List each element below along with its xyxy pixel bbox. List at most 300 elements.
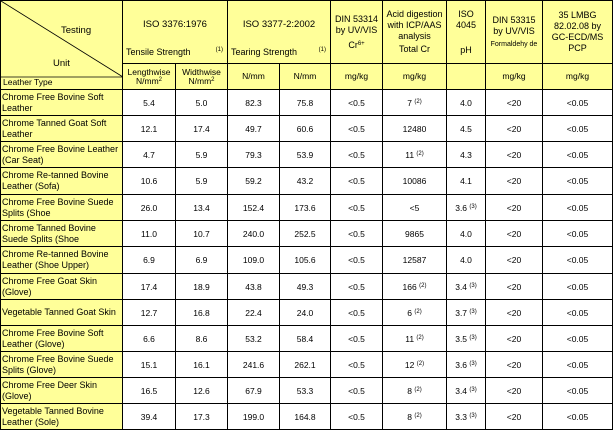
pcp-cell	[543, 168, 613, 195]
din53314-title: DIN 53314 by UV/VIS	[334, 13, 379, 35]
formaldehyde-cell	[486, 116, 543, 142]
ph-cell-value: 3.5	[455, 333, 468, 344]
leather-type-cell-value: Chrome Free Deer Skin (Glove)	[2, 379, 98, 401]
total-cr-cell-value: 12587	[402, 255, 427, 265]
tearing-widthwise-cell	[280, 352, 331, 378]
pcp-cell	[543, 378, 613, 404]
tearing-lengthwise-cell	[228, 90, 280, 116]
tensile-lengthwise-cell-value: 15.1	[140, 359, 158, 370]
unit-cr6: mg/kg	[331, 64, 383, 90]
ph-cell-value: 3.6	[455, 202, 468, 213]
ph-cell-value: 4.3	[460, 149, 472, 160]
tearing-widthwise-cell-value: 49.3	[296, 281, 314, 292]
cr6-cell-value: <0.5	[348, 202, 365, 213]
leather-type-cell-value: Chrome Free Bovine Leather (Car Seat)	[2, 143, 119, 165]
footnote-marker: (3)	[469, 203, 477, 210]
ph-cell-value: 4.5	[460, 123, 472, 134]
pcp-cell-value: <0.05	[566, 97, 589, 108]
tearing-widthwise-cell-value: 60.6	[296, 123, 314, 134]
total-cr-cell-value: 6	[407, 307, 412, 318]
tensile-lengthwise-cell	[123, 247, 176, 274]
tearing-lengthwise-cell	[228, 195, 280, 221]
tensile-lengthwise-cell-value: 10.6	[140, 176, 158, 186]
leather-type-cell-value: Chrome Free Goat Skin (Glove)	[2, 275, 98, 297]
formaldehyde-cell-value: <20	[506, 307, 522, 318]
pcp-cell-value: <0.05	[566, 123, 589, 134]
ph-cell	[447, 195, 486, 221]
unit-total-cr: mg/kg	[383, 64, 447, 90]
total-cr-cell	[383, 195, 447, 221]
formaldehyde-cell-value: <20	[506, 123, 522, 134]
ph-cell-value: 3.4	[455, 385, 468, 396]
tensile-widthwise-cell	[176, 404, 228, 430]
cr6-cell-value: <0.5	[348, 255, 365, 265]
cr6-cell-value: <0.5	[348, 281, 365, 292]
ph-cell	[447, 168, 486, 195]
tearing-lengthwise-cell	[228, 274, 280, 300]
tensile-widthwise-cell	[176, 142, 228, 168]
pcp-cell-value: <0.05	[566, 333, 589, 344]
formaldehyde-cell	[486, 300, 543, 326]
ph-cell-value: 4.0	[460, 228, 472, 239]
total-cr-cell-value: 12480	[402, 123, 427, 134]
corner-unit: Unit	[53, 58, 70, 69]
pcp-cell	[543, 326, 613, 352]
footnote-marker: (3)	[469, 386, 477, 393]
cr6-cell	[331, 326, 383, 352]
pcp-cell	[543, 404, 613, 430]
tearing-lengthwise-cell-value: 67.9	[245, 385, 262, 396]
unit-ph	[447, 64, 486, 90]
unit-tear-widthwise: N/mm	[280, 64, 331, 90]
pcp-cell-value: <0.05	[566, 281, 589, 292]
footnote-marker: (3)	[469, 360, 477, 367]
total-cr-cell	[383, 247, 447, 274]
formaldehyde-cell-value: <20	[506, 228, 522, 239]
tensile-lengthwise-cell	[123, 116, 176, 142]
ph-cell	[447, 404, 486, 430]
unit-tear-lengthwise: N/mm	[228, 64, 280, 90]
cr6-cell-value: <0.5	[348, 97, 365, 108]
leather-type-cell	[1, 90, 123, 116]
pcp-cell-value: <0.05	[566, 202, 589, 213]
iso4045-title: ISO 4045	[455, 8, 477, 30]
corner-testing: Testing	[61, 25, 92, 36]
tearing-widthwise-cell	[280, 274, 331, 300]
tearing-widthwise-cell-value: 75.8	[296, 97, 314, 108]
table-row	[1, 142, 613, 168]
leather-type-cell	[1, 404, 123, 430]
pcp-cell	[543, 142, 613, 168]
pcp-cell	[543, 195, 613, 221]
tearing-widthwise-cell	[280, 300, 331, 326]
corner-leather-type: Leather Type	[3, 77, 53, 87]
cr6-cell	[331, 195, 383, 221]
leather-type-cell	[1, 274, 123, 300]
pcp-cell	[543, 274, 613, 300]
cr6-cell	[331, 352, 383, 378]
tearing-lengthwise-cell	[228, 168, 280, 195]
tearing-widthwise-cell	[280, 90, 331, 116]
unit-pcp: mg/kg	[543, 64, 613, 90]
total-cr-cell	[383, 116, 447, 142]
footnote-marker: (2)	[414, 386, 422, 393]
cr6-cell-value: <0.5	[348, 411, 365, 422]
cr6-cell-value: <0.5	[348, 149, 365, 160]
tensile-lengthwise-cell	[123, 352, 176, 378]
leather-type-cell-value: Chrome Free Bovine Suede Splits (Glove)	[2, 353, 114, 375]
tensile-widthwise-cell	[176, 116, 228, 142]
total-cr-cell	[383, 404, 447, 430]
total-cr-cell-value: 12	[404, 359, 415, 370]
tensile-widthwise-cell-value: 17.3	[193, 411, 210, 422]
ph-cell	[447, 90, 486, 116]
cr6-cell-value: <0.5	[348, 123, 365, 134]
tensile-widthwise-cell	[176, 168, 228, 195]
acid-title: Acid digestion with ICP/AAS analysis	[386, 9, 443, 41]
total-cr-cell	[383, 326, 447, 352]
tearing-widthwise-cell	[280, 195, 331, 221]
iso3377-subtitle: Tearing Strength	[231, 47, 298, 57]
tensile-widthwise-cell	[176, 300, 228, 326]
leather-type-cell	[1, 221, 123, 247]
pcp-cell-value: <0.05	[566, 385, 589, 396]
cr6-cell-value: <0.5	[348, 385, 365, 396]
leather-type-cell	[1, 168, 123, 195]
pcp-cell-value: <0.05	[566, 359, 589, 370]
tensile-lengthwise-cell	[123, 90, 176, 116]
tearing-widthwise-cell-value: 24.0	[296, 307, 314, 318]
leather-type-cell-value: Chrome Free Bovine Soft Leather (Glove)	[2, 327, 104, 349]
table-row	[1, 300, 613, 326]
cr6-cell	[331, 221, 383, 247]
leather-type-cell	[1, 195, 123, 221]
tensile-lengthwise-cell	[123, 274, 176, 300]
ph-cell-value: 4.1	[460, 176, 472, 186]
tearing-lengthwise-cell	[228, 352, 280, 378]
pcp-cell	[543, 352, 613, 378]
footnote-marker: (2)	[416, 150, 424, 157]
tensile-widthwise-cell-value: 18.9	[193, 281, 210, 292]
ph-cell	[447, 116, 486, 142]
formaldehyde-cell-value: <20	[506, 333, 522, 344]
tearing-widthwise-cell-value: 43.2	[296, 176, 314, 186]
tensile-lengthwise-cell-value: 6.6	[143, 333, 155, 344]
total-cr-cell	[383, 90, 447, 116]
leather-type-cell-value: Chrome Tanned Goat Soft Leather	[2, 117, 107, 139]
tensile-widthwise-cell-value: 5.9	[195, 149, 208, 160]
formaldehyde-cell-value: <20	[506, 176, 522, 186]
tensile-widthwise-cell	[176, 274, 228, 300]
total-cr-cell-value: 8	[407, 411, 412, 422]
total-cr-cell-value: 10086	[402, 176, 427, 186]
cr6-cell-value: <0.5	[348, 228, 365, 239]
table-row	[1, 326, 613, 352]
tearing-lengthwise-cell	[228, 247, 280, 274]
tensile-lengthwise-cell	[123, 404, 176, 430]
formaldehyde-cell-value: <20	[506, 149, 522, 160]
tensile-widthwise-cell-value: 12.6	[193, 385, 210, 396]
tearing-widthwise-cell-value: 173.6	[294, 202, 316, 213]
pcp-cell-value: <0.05	[566, 149, 589, 160]
iso3376-header	[123, 1, 228, 64]
lmbg-title: 35 LMBG 82.02.08 by GC-ECD/MS	[551, 10, 604, 42]
tearing-widthwise-cell	[280, 168, 331, 195]
formaldehyde-cell	[486, 247, 543, 274]
tearing-widthwise-cell	[280, 142, 331, 168]
formaldehyde-cell	[486, 142, 543, 168]
leather-type-cell	[1, 142, 123, 168]
tensile-lengthwise-cell-value: 6.9	[143, 255, 155, 265]
tearing-lengthwise-cell-value: 43.8	[245, 281, 262, 292]
tearing-widthwise-cell-value: 252.5	[294, 228, 316, 239]
pcp-cell	[543, 221, 613, 247]
footnote-marker: (2)	[414, 308, 422, 315]
tearing-widthwise-cell	[280, 378, 331, 404]
tearing-lengthwise-cell	[228, 221, 280, 247]
acid-param: Total Cr	[398, 44, 430, 54]
din53314-param: $Cr^{6+}$	[348, 39, 365, 50]
ph-cell	[447, 326, 486, 352]
tensile-widthwise-cell	[176, 326, 228, 352]
formaldehyde-cell	[486, 352, 543, 378]
iso3376-title: ISO 3376:1976	[143, 19, 207, 30]
cr6-cell-value: <0.5	[348, 333, 365, 344]
leather-type-cell	[1, 352, 123, 378]
tensile-lengthwise-cell-value: 17.4	[140, 281, 158, 292]
cr6-cell	[331, 168, 383, 195]
iso4045-param: pH	[460, 44, 472, 55]
total-cr-cell	[383, 168, 447, 195]
table-row	[1, 404, 613, 430]
tearing-lengthwise-cell-value: 152.4	[242, 202, 265, 213]
leather-type-cell-value: Chrome Re-tanned Bovine Leather (Sofa)	[2, 170, 109, 191]
tensile-lengthwise-cell-value: 5.4	[143, 97, 155, 108]
tensile-lengthwise-cell-value: 16.5	[140, 385, 158, 396]
unit-formaldehyde: mg/kg	[486, 64, 543, 90]
leather-type-cell	[1, 300, 123, 326]
pcp-cell-value: <0.05	[566, 307, 589, 318]
cr6-cell	[331, 300, 383, 326]
tensile-widthwise-cell	[176, 352, 228, 378]
table-row	[1, 274, 613, 300]
tensile-lengthwise-cell	[123, 195, 176, 221]
leather-type-cell-value: Chrome Re-tanned Bovine Leather (Shoe Upper)	[2, 249, 109, 270]
tensile-widthwise-cell-value: 16.1	[193, 359, 210, 370]
tearing-lengthwise-cell-value: 53.2	[245, 333, 262, 344]
tensile-lengthwise-cell	[123, 378, 176, 404]
formaldehyde-cell	[486, 404, 543, 430]
formaldehyde-cell-value: <20	[506, 281, 522, 292]
cr6-cell	[331, 378, 383, 404]
lmbg-header	[543, 1, 613, 64]
tearing-lengthwise-cell	[228, 378, 280, 404]
header-row-methods	[1, 1, 613, 64]
total-cr-cell-value: <5	[409, 202, 420, 213]
ph-cell-value: 4.0	[460, 255, 472, 265]
tearing-widthwise-cell	[280, 247, 331, 274]
total-cr-cell	[383, 352, 447, 378]
leather-type-cell-value: Vegetable Tanned Goat Skin	[2, 307, 116, 317]
tensile-widthwise-cell-value: 16.8	[193, 307, 210, 318]
tensile-widthwise-cell-value: 13.4	[193, 202, 210, 213]
cr6-cell	[331, 247, 383, 274]
footnote-marker: (3)	[469, 282, 477, 289]
formaldehyde-cell	[486, 274, 543, 300]
tearing-lengthwise-cell	[228, 116, 280, 142]
tearing-lengthwise-cell-value: 109.0	[242, 255, 265, 265]
footnote-marker: (3)	[469, 334, 477, 341]
cr6-cell-value: <0.5	[348, 176, 365, 186]
tearing-widthwise-cell	[280, 221, 331, 247]
formaldehyde-cell	[486, 378, 543, 404]
table-row	[1, 116, 613, 142]
ph-cell	[447, 221, 486, 247]
formaldehyde-cell-value: <20	[506, 202, 522, 213]
iso3377-header	[228, 1, 331, 64]
footnote-marker: (2)	[419, 282, 427, 289]
ph-cell-value: 3.4	[455, 281, 468, 292]
pcp-cell-value: <0.05	[566, 411, 589, 422]
total-cr-cell-value: 9865	[405, 228, 424, 239]
leather-type-cell-value: Chrome Free Bovine Soft Leather	[2, 91, 104, 113]
pcp-cell	[543, 247, 613, 274]
tearing-widthwise-cell	[280, 326, 331, 352]
total-cr-cell-value: 11	[405, 333, 415, 344]
ph-cell	[447, 274, 486, 300]
formaldehyde-cell-value: <20	[506, 97, 522, 108]
formaldehyde-cell	[486, 90, 543, 116]
leather-type-cell	[1, 116, 123, 142]
tearing-lengthwise-cell	[228, 326, 280, 352]
cr6-cell	[331, 90, 383, 116]
iso3376-note: (1)	[215, 47, 223, 53]
cr6-cell	[331, 274, 383, 300]
tensile-widthwise-cell	[176, 247, 228, 274]
pcp-cell-value: <0.05	[566, 255, 589, 265]
tensile-lengthwise-cell-value: 11.0	[141, 228, 157, 239]
footnote-marker: (2)	[414, 98, 422, 105]
tensile-widthwise-cell-value: 5.9	[195, 176, 208, 186]
iso4045-header	[447, 1, 486, 64]
iso3377-note: (1)	[318, 47, 326, 53]
corner-cell	[1, 1, 123, 90]
tensile-widthwise-cell	[176, 195, 228, 221]
tensile-widthwise-cell-value: 10.7	[193, 228, 210, 239]
footnote-marker: (2)	[414, 412, 422, 419]
tensile-lengthwise-cell-value: 26.0	[140, 202, 158, 213]
tensile-widthwise-cell	[176, 90, 228, 116]
tearing-lengthwise-cell-value: 240.0	[242, 228, 265, 239]
tensile-lengthwise-cell	[123, 300, 176, 326]
pcp-cell-value: <0.05	[566, 176, 589, 186]
total-cr-cell-value: 7	[407, 97, 412, 108]
tearing-widthwise-cell	[280, 404, 331, 430]
din53315-header	[486, 1, 543, 64]
acid-header	[383, 1, 447, 64]
tensile-widthwise-cell	[176, 221, 228, 247]
tensile-lengthwise-cell	[123, 221, 176, 247]
total-cr-cell-value: 11	[405, 149, 415, 160]
table-row	[1, 90, 613, 116]
table-row	[1, 378, 613, 404]
table-row	[1, 352, 613, 378]
ph-cell-value: 3.3	[455, 411, 468, 422]
tensile-widthwise-cell-value: 6.9	[195, 255, 208, 265]
formaldehyde-cell-value: <20	[506, 359, 522, 370]
lmbg-param: PCP	[568, 43, 587, 53]
table-row	[1, 195, 613, 221]
tensile-lengthwise-cell-value: 4.7	[143, 149, 155, 160]
ph-cell	[447, 378, 486, 404]
din53315-title: DIN 53315 by UV/VIS	[492, 14, 536, 36]
tearing-lengthwise-cell-value: 59.2	[245, 176, 262, 186]
tearing-lengthwise-cell-value: 79.3	[245, 149, 262, 160]
total-cr-cell-value: 8	[407, 385, 412, 396]
formaldehyde-cell-value: <20	[506, 255, 522, 265]
total-cr-cell	[383, 378, 447, 404]
tearing-widthwise-cell	[280, 116, 331, 142]
tearing-lengthwise-cell	[228, 404, 280, 430]
tearing-lengthwise-cell	[228, 300, 280, 326]
tensile-lengthwise-cell-value: 12.7	[140, 307, 158, 318]
tearing-widthwise-cell-value: 105.6	[294, 255, 316, 265]
ph-cell-value: 3.7	[455, 307, 468, 318]
formaldehyde-cell-value: <20	[506, 385, 522, 396]
iso3376-subtitle: Tensile Strength	[126, 47, 191, 57]
cr6-cell-value: <0.5	[348, 359, 365, 370]
leather-type-cell-value: Vegetable Tanned Bovine Leather (Sole)	[2, 405, 104, 427]
pcp-cell	[543, 90, 613, 116]
total-cr-cell	[383, 142, 447, 168]
cr6-cell	[331, 142, 383, 168]
pcp-cell	[543, 116, 613, 142]
tearing-widthwise-cell-value: 58.4	[296, 333, 314, 344]
tensile-lengthwise-cell-value: 39.4	[140, 411, 158, 422]
tensile-widthwise-cell	[176, 378, 228, 404]
din53314-header	[331, 1, 383, 64]
unit-widthwise: Widthwise $N/mm^2$	[176, 64, 228, 90]
footnote-marker: (3)	[469, 308, 477, 315]
tearing-widthwise-cell-value: 53.3	[296, 385, 314, 396]
footnote-marker: (3)	[469, 412, 477, 419]
tensile-lengthwise-cell-value: 12.1	[140, 123, 158, 134]
tearing-lengthwise-cell-value: 22.4	[245, 307, 262, 318]
table-row	[1, 221, 613, 247]
footnote-marker: (2)	[416, 360, 425, 367]
total-cr-cell	[383, 300, 447, 326]
ph-cell	[447, 352, 486, 378]
total-cr-cell	[383, 221, 447, 247]
leather-type-cell-value: Chrome Free Bovine Suede Splits (Shoe	[2, 196, 114, 218]
formaldehyde-cell	[486, 168, 543, 195]
tensile-widthwise-cell-value: 5.0	[195, 97, 208, 108]
corner-diagonal	[1, 1, 123, 89]
leather-type-cell	[1, 378, 123, 404]
ph-cell	[447, 300, 486, 326]
tearing-widthwise-cell-value: 53.9	[296, 149, 314, 160]
tensile-widthwise-cell-value: 17.4	[193, 123, 210, 134]
leather-type-cell	[1, 326, 123, 352]
leather-type-cell	[1, 247, 123, 274]
formaldehyde-cell-value: <20	[506, 411, 522, 422]
table-row	[1, 247, 613, 274]
ph-cell-value: 4.0	[460, 97, 472, 108]
ph-cell	[447, 142, 486, 168]
tearing-lengthwise-cell-value: 199.0	[242, 411, 265, 422]
cr6-cell	[331, 116, 383, 142]
tensile-lengthwise-cell	[123, 142, 176, 168]
